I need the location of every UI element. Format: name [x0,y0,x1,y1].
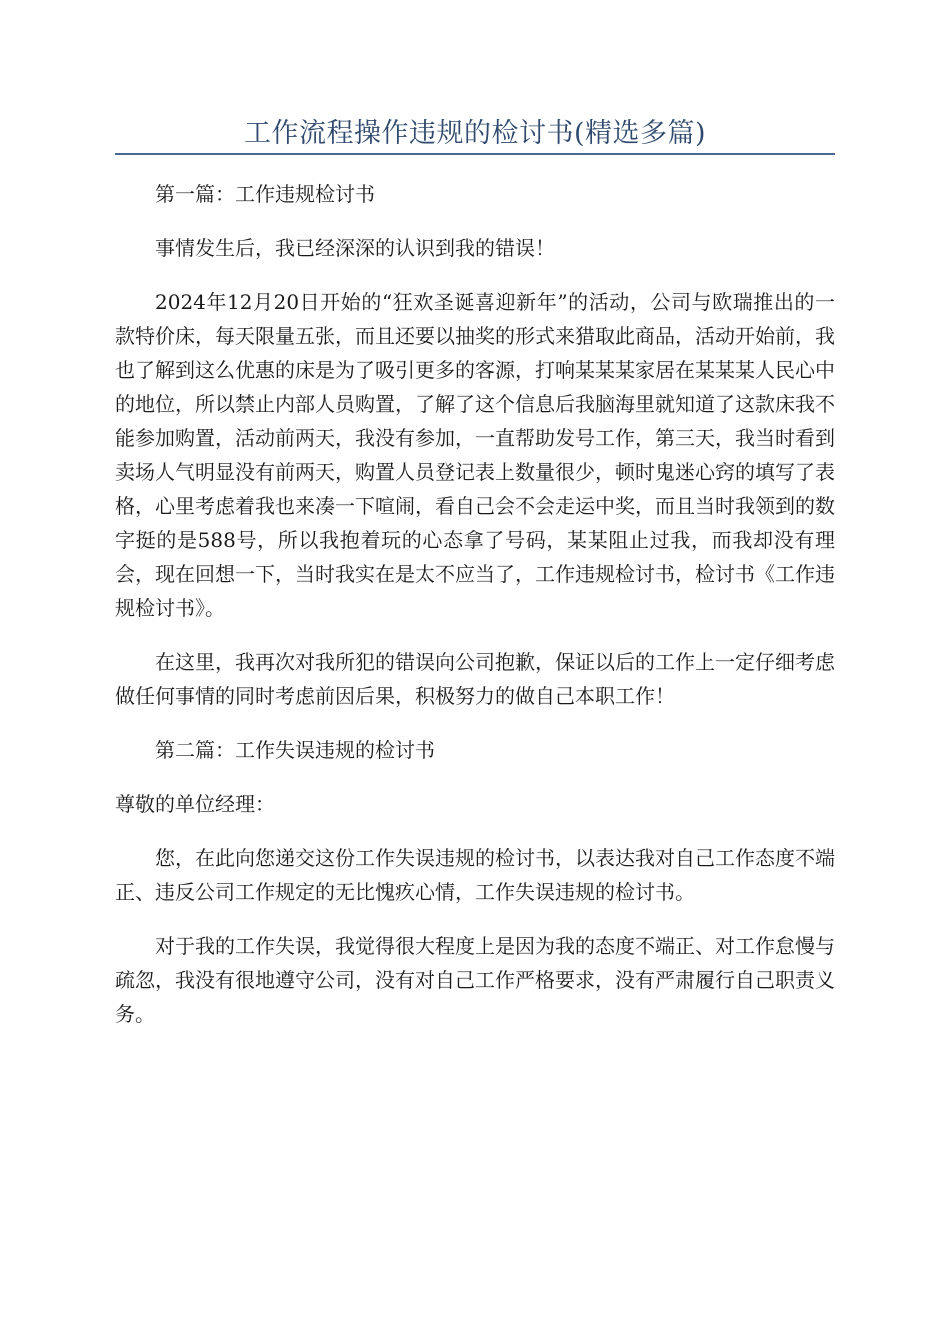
title-underline [115,153,835,155]
document-body [115,177,835,1051]
paragraph: 2024年12月20日开始的“狂欢圣诞喜迎新年”的活动，公司与欧瑞推出的一款特价床，每天限量五张，而且还要以抽奖的形式来猎取此商品，活动开始前，我也了解到这么优惠的床是为了吸引更多的客源，打响某某某家居在某某某人民心中的地位，所以禁止内部人员购置，了解了这个信息后我脑海里就知道了这款床我不能参加购置，活动前两天，我没有参加，一直帮助发号工作，第三天，我当时看到卖场人气明显没有前两天，购置人员登记表上数量很少，顿时鬼迷心窍的填写了表格，心里考虑着我也来凑一下喧闹，看自己会不会走运中奖，而且当时我领到的数字挺的是588号，所以我抱着玩的心态拿了号码，某某阻止过我，而我却没有理会，现在回想一下，当时我实在是太不应当了，工作违规检讨书，检讨书《工作违规检讨书》。 [115,290,835,620]
section-heading-2: 第二篇：工作失误违规的检讨书 [155,738,435,762]
section-heading-1: 第一篇：工作违规检讨书 [155,182,375,206]
salutation: 尊敬的单位经理： [115,792,275,816]
paragraph: 事情发生后，我已经深深的认识到我的错误！ [155,236,555,260]
paragraph: 在这里，我再次对我所犯的错误向公司抱歉，保证以后的工作上一定仔细考虑做任何事情的同时考虑前因后果，积极努力的做自己本职工作！ [115,650,835,708]
paragraph: 对于我的工作失误，我觉得很大程度上是因为我的态度不端正、对工作怠慢与疏忽，我没有很地遵守公司，没有对自己工作严格要求，没有严肃履行自己职责义务。 [115,934,835,1026]
paragraph: 您，在此向您递交这份工作失误违规的检讨书，以表达我对自己工作态度不端正、违反公司工作规定的无比愧疚心情，工作失误违规的检讨书。 [115,846,835,904]
document-title: 工作流程操作违规的检讨书(精选多篇) [243,118,707,149]
